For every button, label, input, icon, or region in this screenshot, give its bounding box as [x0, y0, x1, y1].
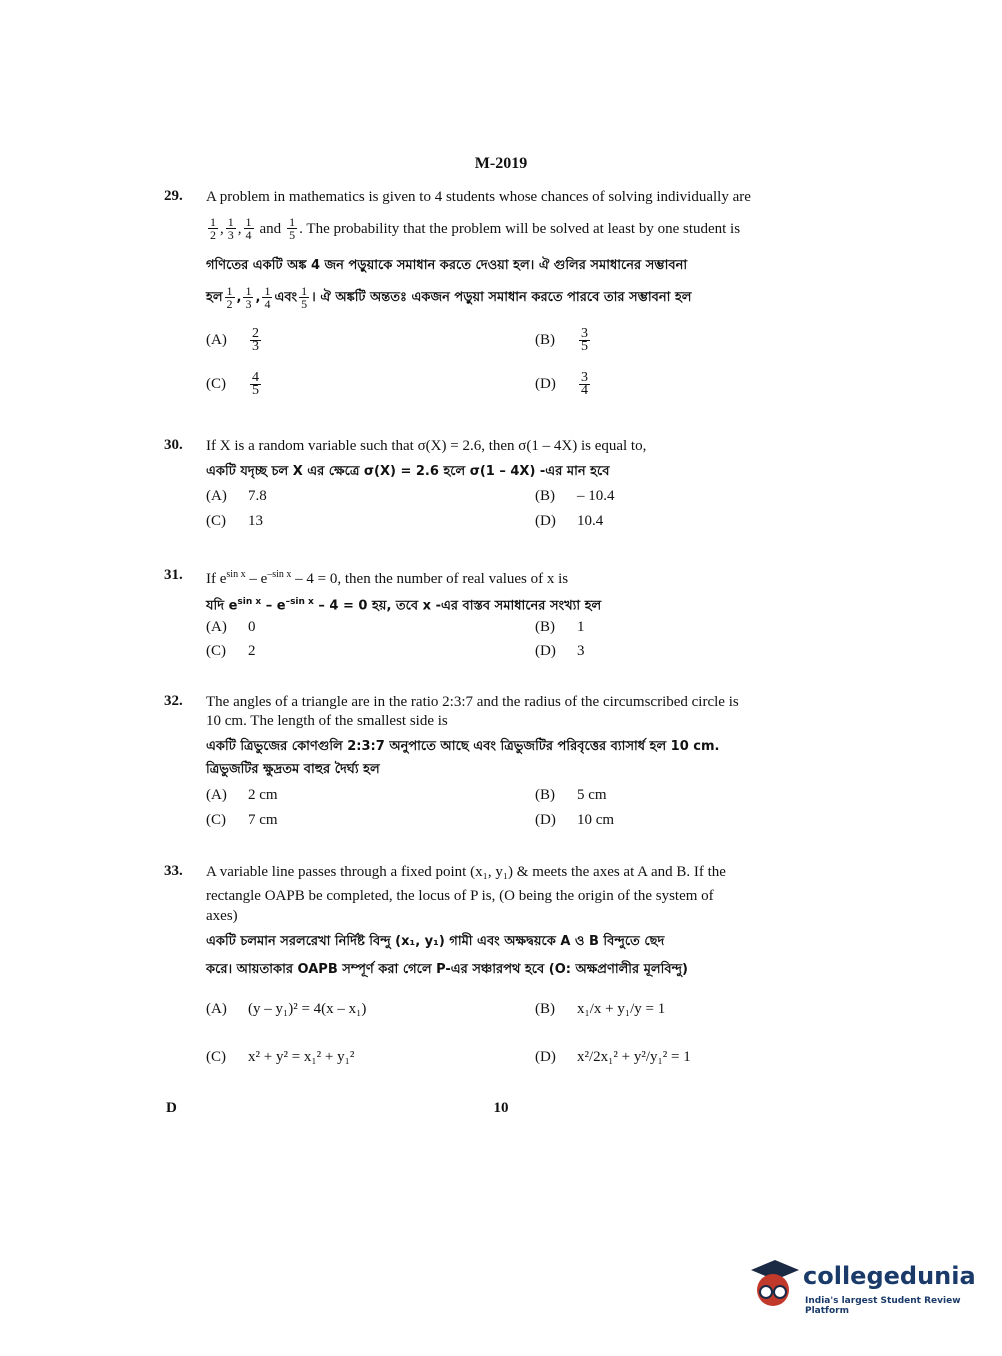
question-number-29: 29.: [164, 188, 183, 204]
option-label: (D): [535, 513, 556, 529]
option-29-a[interactable]: [206, 328, 263, 353]
option-label: (C): [206, 1049, 226, 1065]
fraction: $\frac{1}{2}$: [210, 215, 216, 242]
option-label: (B): [535, 619, 555, 635]
question-number-30: 30.: [164, 437, 183, 453]
question-32-bn-line2: ত্রিভুজটির ক্ষুদ্রতম বাহুর দৈর্ঘ্য হল: [206, 762, 380, 777]
option-fraction: $\frac{2}{3}$: [252, 326, 259, 354]
option-label: (D): [535, 643, 556, 659]
question-29-bn-line1: গণিতের একটি অঙ্ক 4 জন পড়ুয়াকে সমাধান করতে দেওয়া হল। ঐ গুলির সমাধানের সম্ভাবনা: [206, 258, 688, 273]
question-33-bn-line2: করে। আয়তাকার OAPB সম্পূর্ণ করা গেলে P-এর সঞ্চারপথ হবে (O: অক্ষপ্রণালীর মূলবিন্দু): [206, 962, 688, 977]
question-number-32: 32.: [164, 693, 183, 709]
question-29-bn-line2: হল $\frac{1}{2}$ , $\frac{1}{3}$ , $\frac{1}{4}$ এবং $\frac{1}{5}$ । ঐ অঙ্কটি অন্ততঃ একজন পড়ুয়া সমাধান করতে পারবে তার সম্ভাবনা হল: [206, 284, 692, 311]
question-31-bn: যদি $e^{sin x} - e^{-sin x} - 4 = 0$ হয়, তবে x -এর বাস্তব সমাধানের সংখ্যা হল: [206, 597, 602, 614]
question-32-bn-line1: একটি ত্রিভুজের কোণগুলি 2:3:7 অনুপাতে আছে এবং ত্রিভুজটির পরিবৃত্তের ব্যাসার্ধ হল 10 cm.: [206, 739, 720, 754]
question-29-en-line2: $\frac{1}{2}$ , $\frac{1}{3}$ , $\frac{1}{4}$ and $\frac{1}{5}$ . The probability that the problem will be solved at least by one student is: [210, 215, 741, 242]
option-33-b[interactable]: [535, 1001, 665, 1018]
footer-code: D: [166, 1100, 177, 1116]
option-text: 3: [577, 643, 585, 659]
question-33-en-line3: axes): [206, 908, 238, 924]
option-30-d[interactable]: [535, 513, 603, 530]
option-label: (A): [206, 332, 227, 348]
bn-suffix: । ঐ অঙ্কটি অন্ততঃ একজন পড়ুয়া সমাধান করতে পারবে তার সম্ভাবনা হল: [311, 289, 692, 305]
option-label: (C): [206, 643, 226, 659]
option-text: (y – y₁)² = 4(x – x₁): [248, 1001, 367, 1017]
option-text: 2: [248, 643, 256, 659]
option-text: x₁/x + y₁/y = 1: [577, 1001, 666, 1017]
option-31-b[interactable]: [535, 619, 585, 636]
question-32-en-line2: 10 cm. The length of the smallest side is: [206, 713, 448, 729]
fraction: $\frac{1}{4}$: [264, 284, 271, 311]
option-text: 10 cm: [577, 812, 615, 828]
fraction: $\frac{1}{5}$: [301, 284, 308, 311]
option-text: 7 cm: [248, 812, 278, 828]
fraction: $\frac{1}{2}$: [226, 284, 233, 311]
option-label: (A): [206, 787, 227, 803]
question-32-en-line1: The angles of a triangle are in the ratio 2:3:7 and the radius of the circumscribed circle is: [206, 694, 739, 710]
option-29-d[interactable]: [535, 372, 592, 397]
option-label: (A): [206, 488, 227, 504]
option-text: 2 cm: [248, 787, 278, 803]
option-31-d[interactable]: [535, 643, 585, 660]
option-label: (A): [206, 1001, 227, 1017]
option-text: 0: [248, 619, 256, 635]
fraction: $\frac{1}{4}$: [245, 215, 252, 242]
question-33-en-line1: A variable line passes through a fixed point (x₁, y₁) & meets the axes at A and B. If the: [206, 864, 726, 880]
option-33-d[interactable]: [535, 1049, 691, 1066]
bn-prefix: হল: [206, 289, 223, 305]
option-label: (C): [206, 376, 226, 392]
option-32-d[interactable]: [535, 812, 614, 829]
option-fraction: $\frac{4}{5}$: [252, 370, 259, 398]
option-32-a[interactable]: [206, 787, 278, 804]
question-29-en-line1: A problem in mathematics is given to 4 students whose chances of solving individually are: [206, 189, 751, 205]
logo-brand: collegedunia: [803, 1262, 976, 1290]
option-label: (D): [535, 376, 556, 392]
option-label: (B): [535, 332, 555, 348]
option-text: 10.4: [577, 513, 604, 529]
question-33-bn-line1: একটি চলমান সরলরেখা নির্দিষ্ট বিন্দু (x₁, y₁) গামী এবং অক্ষদ্বয়কে A ও B বিন্দুতে ছেদ: [206, 934, 665, 949]
option-text: 7.8: [248, 488, 267, 504]
option-32-b[interactable]: [535, 787, 607, 804]
option-text: x²/2x₁² + y²/y₁² = 1: [577, 1049, 691, 1065]
option-label: (B): [535, 488, 555, 504]
option-label: (D): [535, 812, 556, 828]
option-text: 13: [248, 513, 263, 529]
and-word: and: [259, 220, 282, 237]
page-number: 10: [493, 1100, 509, 1116]
fraction: $\frac{1}{5}$: [289, 215, 296, 242]
question-31-en: If $e^{sin x} - e^{-sin x} - 4 = 0$, then the number of real values of x is: [206, 569, 569, 587]
question-33-en-line2: rectangle OAPB be completed, the locus of P is, (O being the origin of the system of: [206, 888, 714, 904]
option-label: (C): [206, 513, 226, 529]
collegedunia-logo[interactable]: [745, 1250, 975, 1320]
option-32-c[interactable]: [206, 812, 278, 829]
question-30-en: If X is a random variable such that σ(X) = 2.6, then σ(1 – 4X) is equal to,: [206, 438, 647, 454]
fraction: $\frac{1}{3}$: [227, 215, 234, 242]
option-label: (B): [535, 1001, 555, 1017]
option-33-c[interactable]: [206, 1049, 354, 1066]
option-fraction: $\frac{3}{4}$: [581, 370, 588, 398]
option-33-a[interactable]: [206, 1001, 366, 1018]
question-30-bn: একটি যদৃচ্ছ চল X এর ক্ষেত্রে σ(X) = 2.6 হলে σ(1 – 4X) -এর মান হবে: [206, 464, 610, 479]
question-number-31: 31.: [164, 567, 183, 583]
option-fraction: $\frac{3}{5}$: [581, 326, 588, 354]
option-30-b[interactable]: [535, 488, 615, 505]
option-text: – 10.4: [577, 488, 615, 504]
option-label: (D): [535, 1049, 556, 1065]
option-30-c[interactable]: [206, 513, 263, 530]
question-29-en-suffix: . The probability that the problem will be solved at least by one student is: [299, 220, 741, 237]
option-label: (A): [206, 619, 227, 635]
question-number-33: 33.: [164, 863, 183, 879]
option-31-c[interactable]: [206, 643, 256, 660]
bn-mid: এবং: [274, 289, 298, 305]
option-29-b[interactable]: [535, 328, 592, 353]
option-31-a[interactable]: [206, 619, 256, 636]
option-label: (B): [535, 787, 555, 803]
mascot-icon: [745, 1256, 801, 1312]
option-text: x² + y² = x₁² + y₁²: [248, 1049, 355, 1065]
option-text: 1: [577, 619, 585, 635]
page-header: M-2019: [474, 155, 528, 172]
option-label: (C): [206, 812, 226, 828]
fraction: $\frac{1}{3}$: [245, 284, 252, 311]
option-text: 5 cm: [577, 787, 607, 803]
option-29-c[interactable]: [206, 372, 263, 397]
logo-tagline: India's largest Student Review Platform: [805, 1296, 961, 1316]
option-30-a[interactable]: [206, 488, 267, 505]
